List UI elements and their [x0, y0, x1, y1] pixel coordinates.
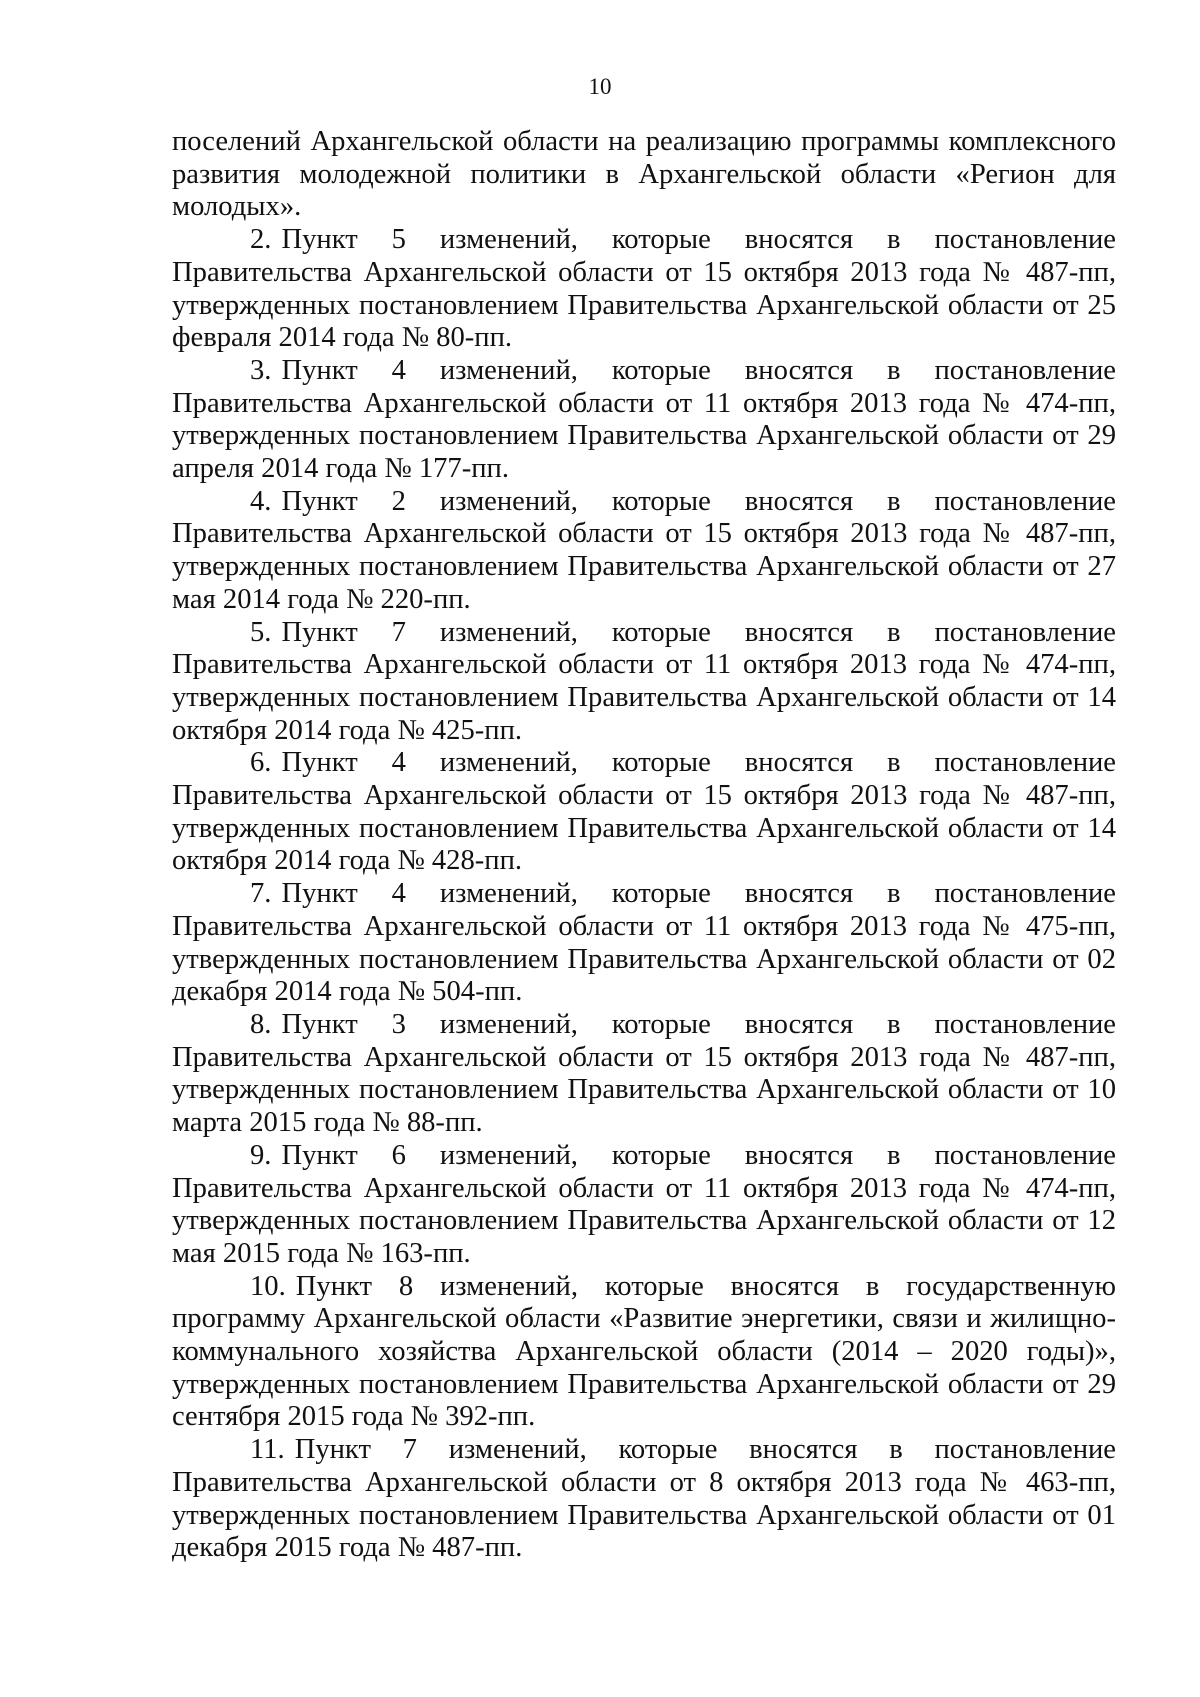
item-text: Пункт 3 изменений, которые вносятся в постановление Правительства Архангельской области от 15 октября 2013 года № 487-пп, утвержденных постановлением Правительства Архангельской области от 10 марта 2015 года № 88-пп.: [172, 1008, 1116, 1139]
list-item: [172, 1271, 1116, 1435]
item-number: 2.: [250, 224, 272, 256]
item-text: Пункт 8 изменений, которые вносятся в государственную программу Архангельской области «Развитие энергетики, связи и жилищно-коммунального хозяйства Архангельской области (2014 – 2020 годы)», утвержденных постановлением Правительства Архангельской области от 29 сентября 2015 года № 392-пп.: [172, 1270, 1116, 1433]
list-item: [172, 878, 1116, 1009]
item-number: 4.: [250, 485, 272, 517]
item-text: Пункт 4 изменений, которые вносятся в постановление Правительства Архангельской области от 11 октября 2013 года № 474-пп, утвержденных постановлением Правительства Архангельской области от 29 апреля 2014 года № 177-пп.: [172, 354, 1116, 485]
list-item: [172, 224, 1116, 355]
item-number: 11.: [250, 1434, 285, 1466]
item-number: 5.: [250, 616, 272, 648]
item-text: Пункт 5 изменений, которые вносятся в постановление Правительства Архангельской области от 15 октября 2013 года № 487-пп, утвержденных постановлением Правительства Архангельской области от 25 февраля 2014 года № 80-пп.: [172, 224, 1116, 354]
list-item: [172, 617, 1116, 748]
intro-paragraph: поселений Архангельской области на реализацию программы комплексного развития молодежной политики в Архангельской области «Регион для молодых».: [172, 126, 1116, 223]
item-number: 6.: [250, 747, 272, 779]
item-number: 9.: [250, 1139, 272, 1171]
list-item: [172, 1140, 1116, 1271]
item-number: 7.: [250, 878, 272, 910]
item-number: 10.: [250, 1270, 286, 1302]
list-item: [172, 747, 1116, 878]
item-number: 8.: [250, 1008, 272, 1040]
item-text: Пункт 2 изменений, которые вносятся в постановление Правительства Архангельской области от 15 октября 2013 года № 487-пп, утвержденных постановлением Правительства Архангельской области от 27 мая 2014 года № 220-пп.: [172, 485, 1116, 615]
item-text: Пункт 4 изменений, которые вносятся в постановление Правительства Архангельской области от 15 октября 2013 года № 487-пп, утвержденных постановлением Правительства Архангельской области от 14 октября 2014 года № 428-пп.: [172, 747, 1116, 877]
item-text: Пункт 4 изменений, которые вносятся в постановление Правительства Архангельской области от 11 октября 2013 года № 475-пп, утвержденных постановлением Правительства Архангельской области от 02 декабря 2014 года № 504-пп.: [172, 878, 1116, 1008]
list-item: [172, 1434, 1116, 1565]
list-item: [172, 486, 1116, 617]
item-text: Пункт 6 изменений, которые вносятся в постановление Правительства Архангельской области от 11 октября 2013 года № 474-пп, утвержденных постановлением Правительства Архангельской области от 12 мая 2015 года № 163-пп.: [172, 1139, 1116, 1269]
item-text: Пункт 7 изменений, которые вносятся в постановление Правительства Архангельской области от 8 октября 2013 года № 463-пп, утвержденных постановлением Правительства Архангельской области от 01 декабря 2015 года № 487-пп.: [172, 1434, 1116, 1564]
list-item: [172, 355, 1116, 486]
item-number: 3.: [250, 354, 272, 386]
item-text: Пункт 7 изменений, которые вносятся в постановление Правительства Архангельской области от 11 октября 2013 года № 474-пп, утвержденных постановлением Правительства Архангельской области от 14 октября 2014 года № 425-пп.: [172, 616, 1116, 746]
list-item: [172, 1009, 1116, 1140]
page-number: 10: [588, 74, 612, 99]
document-body: [172, 126, 1116, 1565]
